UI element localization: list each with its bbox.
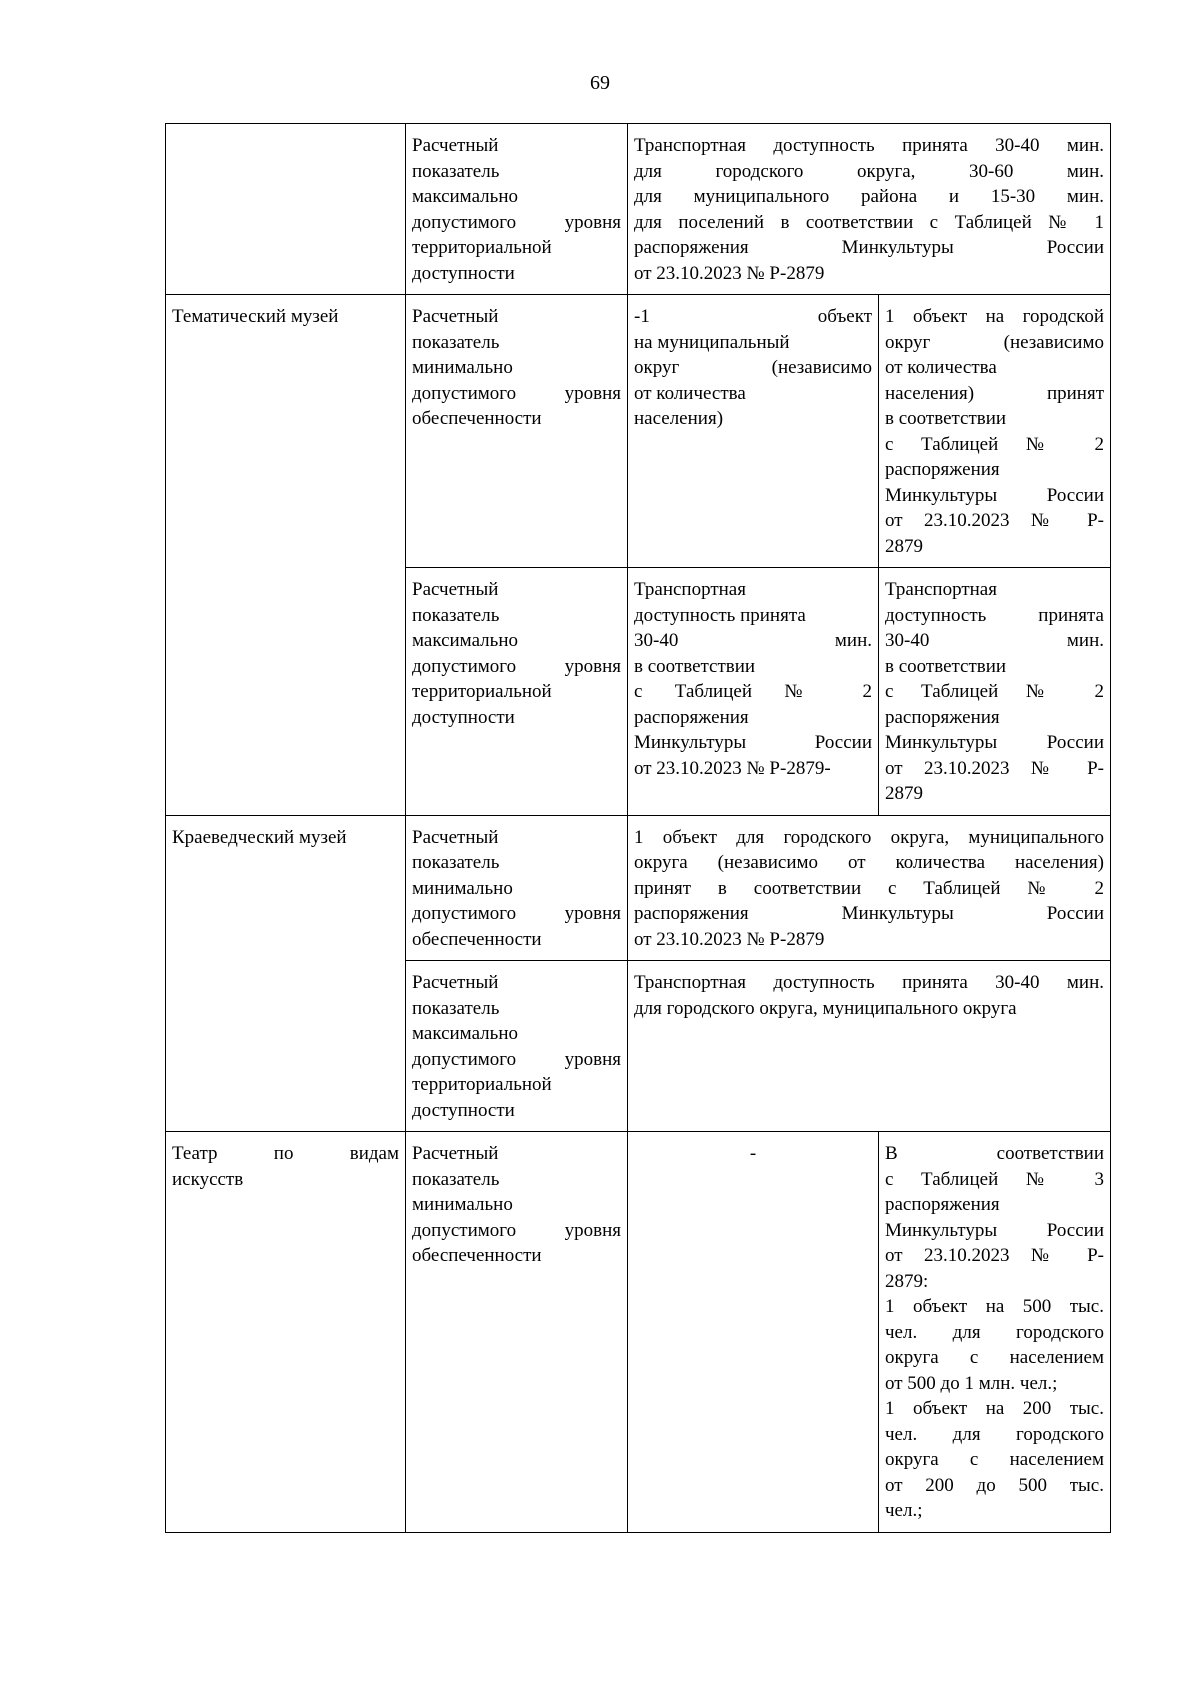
text-line: распоряжения [885,459,1000,480]
text-line: Тематический музей [172,306,339,327]
text-line: от 23.10.2023 № Р- [885,1245,1104,1266]
table-row [166,815,1111,961]
text-line: -1 объект [634,306,872,327]
table-row [166,1132,1111,1533]
text-line: для муниципального района и 15-30 мин. [634,186,1104,207]
text-line: максимально [412,186,518,207]
text-line: населения) принят [885,382,1104,404]
text-line: Краеведческий музей [172,826,347,848]
text-line: населения) [634,408,724,429]
object-cell [166,295,406,816]
text-line: допустимого уровня [412,1219,621,1241]
text-line: показатель [412,1168,500,1190]
text-line: показатель [412,604,500,626]
text-line: 2879: [885,1270,929,1292]
text-line: допустимого уровня [412,382,621,404]
text-line: 2879 [885,783,923,804]
text-line: на муниципальный [634,331,790,353]
text-line: обеспеченности [412,1245,542,1266]
text-line: округ (независимо [885,331,1104,353]
text-line: распоряжения Минкультуры России [634,903,1104,924]
text-line: обеспеченности [412,928,542,950]
text-line: округа (независимо от количества населения) [634,852,1104,873]
text-line: округ (независимо [634,357,872,378]
text-line: допустимого уровня [412,655,621,677]
text-line: от 23.10.2023 № Р-2879 [634,928,825,950]
text-line: в соответствии [634,655,756,677]
text-line: территориальной [412,1074,552,1095]
text-line: распоряжения Минкультуры России [634,237,1104,258]
indicator-cell [406,1132,628,1533]
text-line: Минкультуры России [634,732,872,753]
indicator-cell [406,295,628,568]
indicator-cell [406,124,628,295]
text-line: чел. для городского [885,1321,1104,1343]
text-line: распоряжения [885,1194,1000,1215]
text-line: 1 объект на 500 тыс. [885,1296,1104,1317]
text-line: с Таблицей № 2 [885,433,1104,455]
text-line: Расчетный [412,1143,499,1164]
text-line: округа с населением [885,1347,1104,1368]
text-line: 1 объект на городской [885,306,1104,327]
page-number: 69 [590,72,610,94]
value-cell-municipal [628,568,879,816]
indicator-cell [406,568,628,816]
text-line: Минкультуры России [885,1219,1104,1241]
indicator-cell [406,961,628,1132]
value-cell [628,961,1111,1132]
text-line: распоряжения [885,706,1000,728]
text-line: с Таблицей № 3 [885,1168,1104,1190]
text-line: для городского округа, муниципального округа [634,997,1017,1019]
text-line: максимально [412,630,518,651]
text-line: 30-40 мин. [634,630,872,651]
text-line: Расчетный [412,579,499,600]
text-line: с Таблицей № 2 [885,681,1104,702]
text-line: территориальной [412,237,552,258]
text-line: допустимого уровня [412,903,621,924]
text-line: Минкультуры России [885,484,1104,506]
value-cell [628,124,1111,295]
value-cell-urban [879,1132,1111,1533]
table-row [166,124,1111,295]
text-line: показатель [412,160,500,182]
text-line: минимально [412,357,513,378]
text-line: минимально [412,877,513,899]
text-line: принят в соответствии с Таблицей № 2 [634,877,1104,899]
text-line: допустимого уровня [412,1048,621,1070]
text-line: от количества [885,357,997,378]
text-line: допустимого уровня [412,211,621,233]
text-line: Транспортная доступность принята 30-40 мин. [634,972,1104,993]
text-line: доступности [412,1099,515,1121]
indicator-cell [406,815,628,961]
text-line: округа с населением [885,1449,1104,1470]
text-line: В соответствии [885,1143,1104,1164]
text-line: - [749,1143,757,1164]
text-line: показатель [412,997,500,1019]
value-cell-urban [879,295,1111,568]
text-line: Расчетный [412,306,499,327]
text-line: 30-40 мин. [885,630,1104,651]
text-line: в соответствии [885,655,1007,677]
text-line: чел.; [885,1500,923,1521]
text-line: Расчетный [412,972,499,993]
text-line: Расчетный [412,135,499,156]
text-line: Минкультуры России [885,732,1104,753]
text-line: Транспортная доступность принята 30-40 мин. [634,135,1104,156]
text-line: от 23.10.2023 № Р- [885,510,1104,531]
text-line: от 23.10.2023 № Р-2879- [634,757,831,779]
value-cell-urban [879,568,1111,816]
text-line: 1 объект на 200 тыс. [885,1398,1104,1419]
text-line: доступность принята [885,604,1104,626]
text-line: 2879 [885,535,923,557]
text-line: искусств [172,1168,244,1190]
value-cell-municipal [628,1132,879,1533]
text-line: от 23.10.2023 № Р- [885,757,1104,779]
text-line: чел. для городского [885,1423,1104,1445]
text-line: доступности [412,706,515,728]
text-line: Театр по видам [172,1143,399,1164]
text-line: Транспортная [634,579,746,600]
object-cell [166,815,406,1132]
text-line: с Таблицей № 2 [634,681,872,702]
value-cell-municipal [628,295,879,568]
text-line: от 200 до 500 тыс. [885,1474,1104,1496]
text-line: для городского округа, 30-60 мин. [634,160,1104,182]
text-line: для поселений в соответствии с Таблицей № 1 [634,211,1104,233]
text-line: максимально [412,1023,518,1044]
text-line: минимально [412,1194,513,1215]
object-cell [166,124,406,295]
text-line: показатель [412,852,500,873]
text-line: от количества [634,382,746,404]
text-line: распоряжения [634,706,749,728]
object-cell [166,1132,406,1533]
text-line: от 23.10.2023 № Р-2879 [634,262,825,284]
text-line: доступности [412,262,515,284]
table-row [166,295,1111,568]
standards-table [165,123,1111,1533]
text-line: территориальной [412,681,552,702]
text-line: 1 объект для городского округа, муниципального [634,826,1104,848]
text-line: показатель [412,331,500,353]
text-line: обеспеченности [412,408,542,429]
value-cell [628,815,1111,961]
text-line: в соответствии [885,408,1007,429]
text-line: от 500 до 1 млн. чел.; [885,1372,1058,1394]
text-line: доступность принята [634,604,806,626]
text-line: Транспортная [885,579,997,600]
text-line: Расчетный [412,826,499,848]
